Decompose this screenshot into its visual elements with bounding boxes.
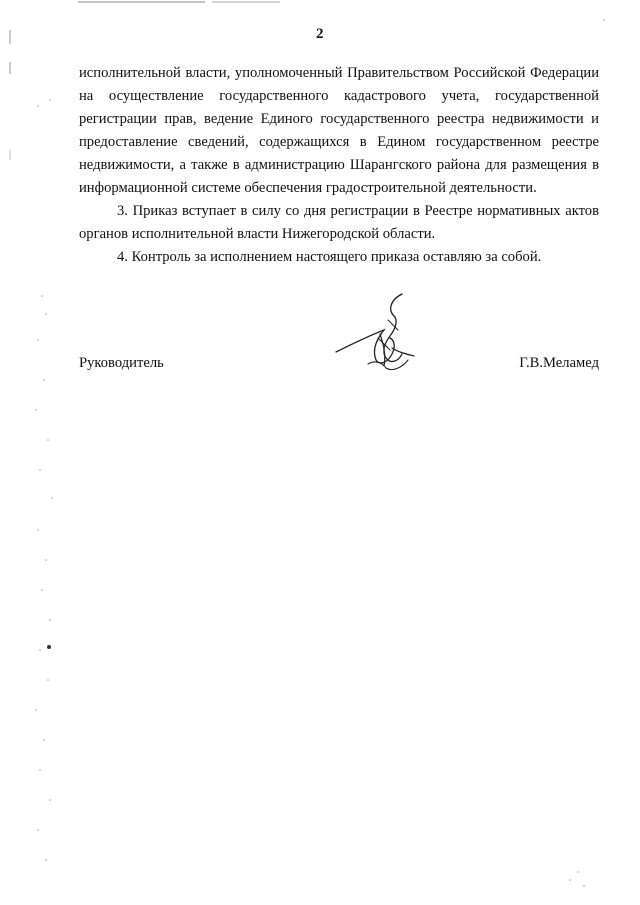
paragraph-item-3: 3. Приказ вступает в силу со дня регистрации в Реестре нормативных актов органов исполнительной власти Нижегородской области.	[79, 203, 599, 242]
signer-name: Г.В.Меламед	[519, 355, 599, 371]
signature-block	[79, 355, 599, 379]
page-number: 2	[316, 26, 324, 42]
paragraph-continuation: исполнительной власти, уполномоченный Правительством Российской Федерации на осуществление государственного кадастрового учета, государственной регистрации прав, ведение Единого государственного реестра недвижимости и предоставление сведений, содержащихся в Едином государственном реестре недвижимости, а также в администрацию Шарангского района для размещения в информационной системе обеспечения градостроительной деятельности.	[79, 65, 599, 196]
document-body	[79, 62, 599, 269]
paragraph-item-4: 4. Контроль за исполнением настоящего приказа оставляю за собой.	[117, 249, 542, 265]
signer-title: Руководитель	[79, 355, 164, 371]
